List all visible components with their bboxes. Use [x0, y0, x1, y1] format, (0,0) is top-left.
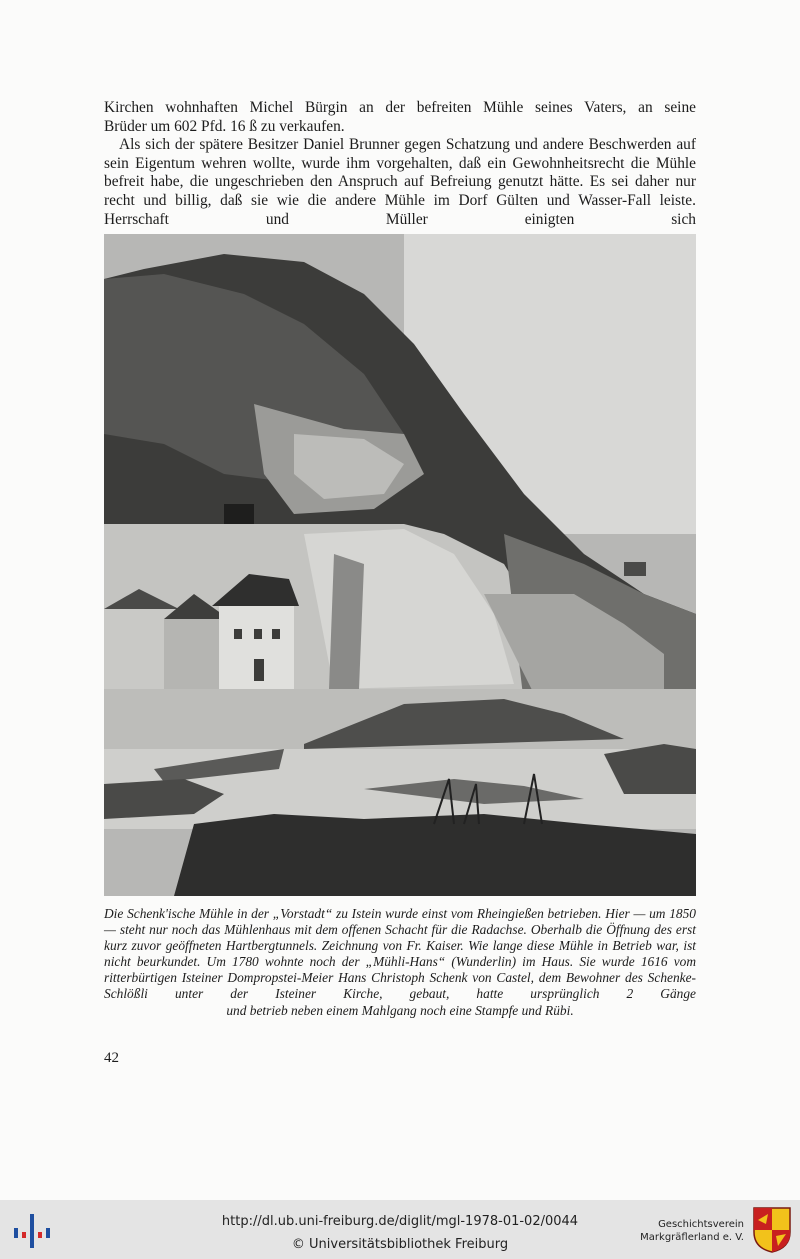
caption-text: Die Schenk'ische Mühle in der „Vorstadt“ zu Istein wurde einst vom Rheingießen betrieben. Hier — um 1850 — steht nur noch das Mühlenhaus mit dem offenen Schacht für die Radachse. Oberhalb die Öffnung des erst kurz zuvor geöffneten Hartbergtunnels. Zeichnung von Fr. Kaiser. Wie lange diese Mühle in Betrieb war, ist nicht beurkundet. Um 1780 wohnte noch der „Mühli-Hans“ (Wunderlin) im Haus. Sie wurde 1616 vom ritterbürtigen Isteiner Dompropstei-Meier Hans Christoph Schenk von Castel, dem Bewohner des Schenke-Schlößli unter der Isteiner Kirche, gebaut, hatte ursprünglich 2 Gänge [104, 906, 696, 1002]
mill-drawing-illustration [104, 234, 696, 896]
body-paragraph-2: Als sich der spätere Besitzer Daniel Brunner gegen Schatzung und andere Beschwerden auf sein Eigentum wehren wollte, wurde ihm vorgehalten, daß ein Gewohnheitsrecht die Mühle befreit habe, die ungeschrieben den Anspruch auf Befreiung genutzt hätte. Es sei daher nur recht und billig, daß sie wie die andere Mühle im Dorf Gülten und Wasser-Fall leiste. Herrschaft und Müller einigten sich [104, 136, 696, 228]
society-name-line-2: Markgräflerland e. V. [640, 1232, 744, 1243]
copyright-notice: © Universitätsbibliothek Freiburg [291, 1237, 509, 1252]
body-line-2: Brüder um 602 Pfd. 16 ß zu verkaufen. [104, 117, 345, 135]
society-crest-icon[interactable] [752, 1206, 792, 1254]
society-name-line-1: Geschichtsverein [658, 1219, 744, 1230]
figure-caption [104, 906, 696, 1019]
society-name [640, 1218, 744, 1244]
caption-last-line: und betrieb neben einem Mahlgang noch eine Stampfe und Rübi. [226, 1002, 574, 1018]
viewer-footer [0, 1200, 800, 1259]
body-line-1: Kirchen wohnhaften Michel Bürgin an der befreiten Mühle seines Vaters, an seine [104, 99, 696, 116]
page-number: 42 [104, 1050, 119, 1066]
body-text [104, 99, 696, 229]
document-url-link[interactable]: http://dl.ub.uni-freiburg.de/diglit/mgl-1978-01-02/0044 [221, 1214, 579, 1229]
mill-drawing [104, 234, 696, 896]
